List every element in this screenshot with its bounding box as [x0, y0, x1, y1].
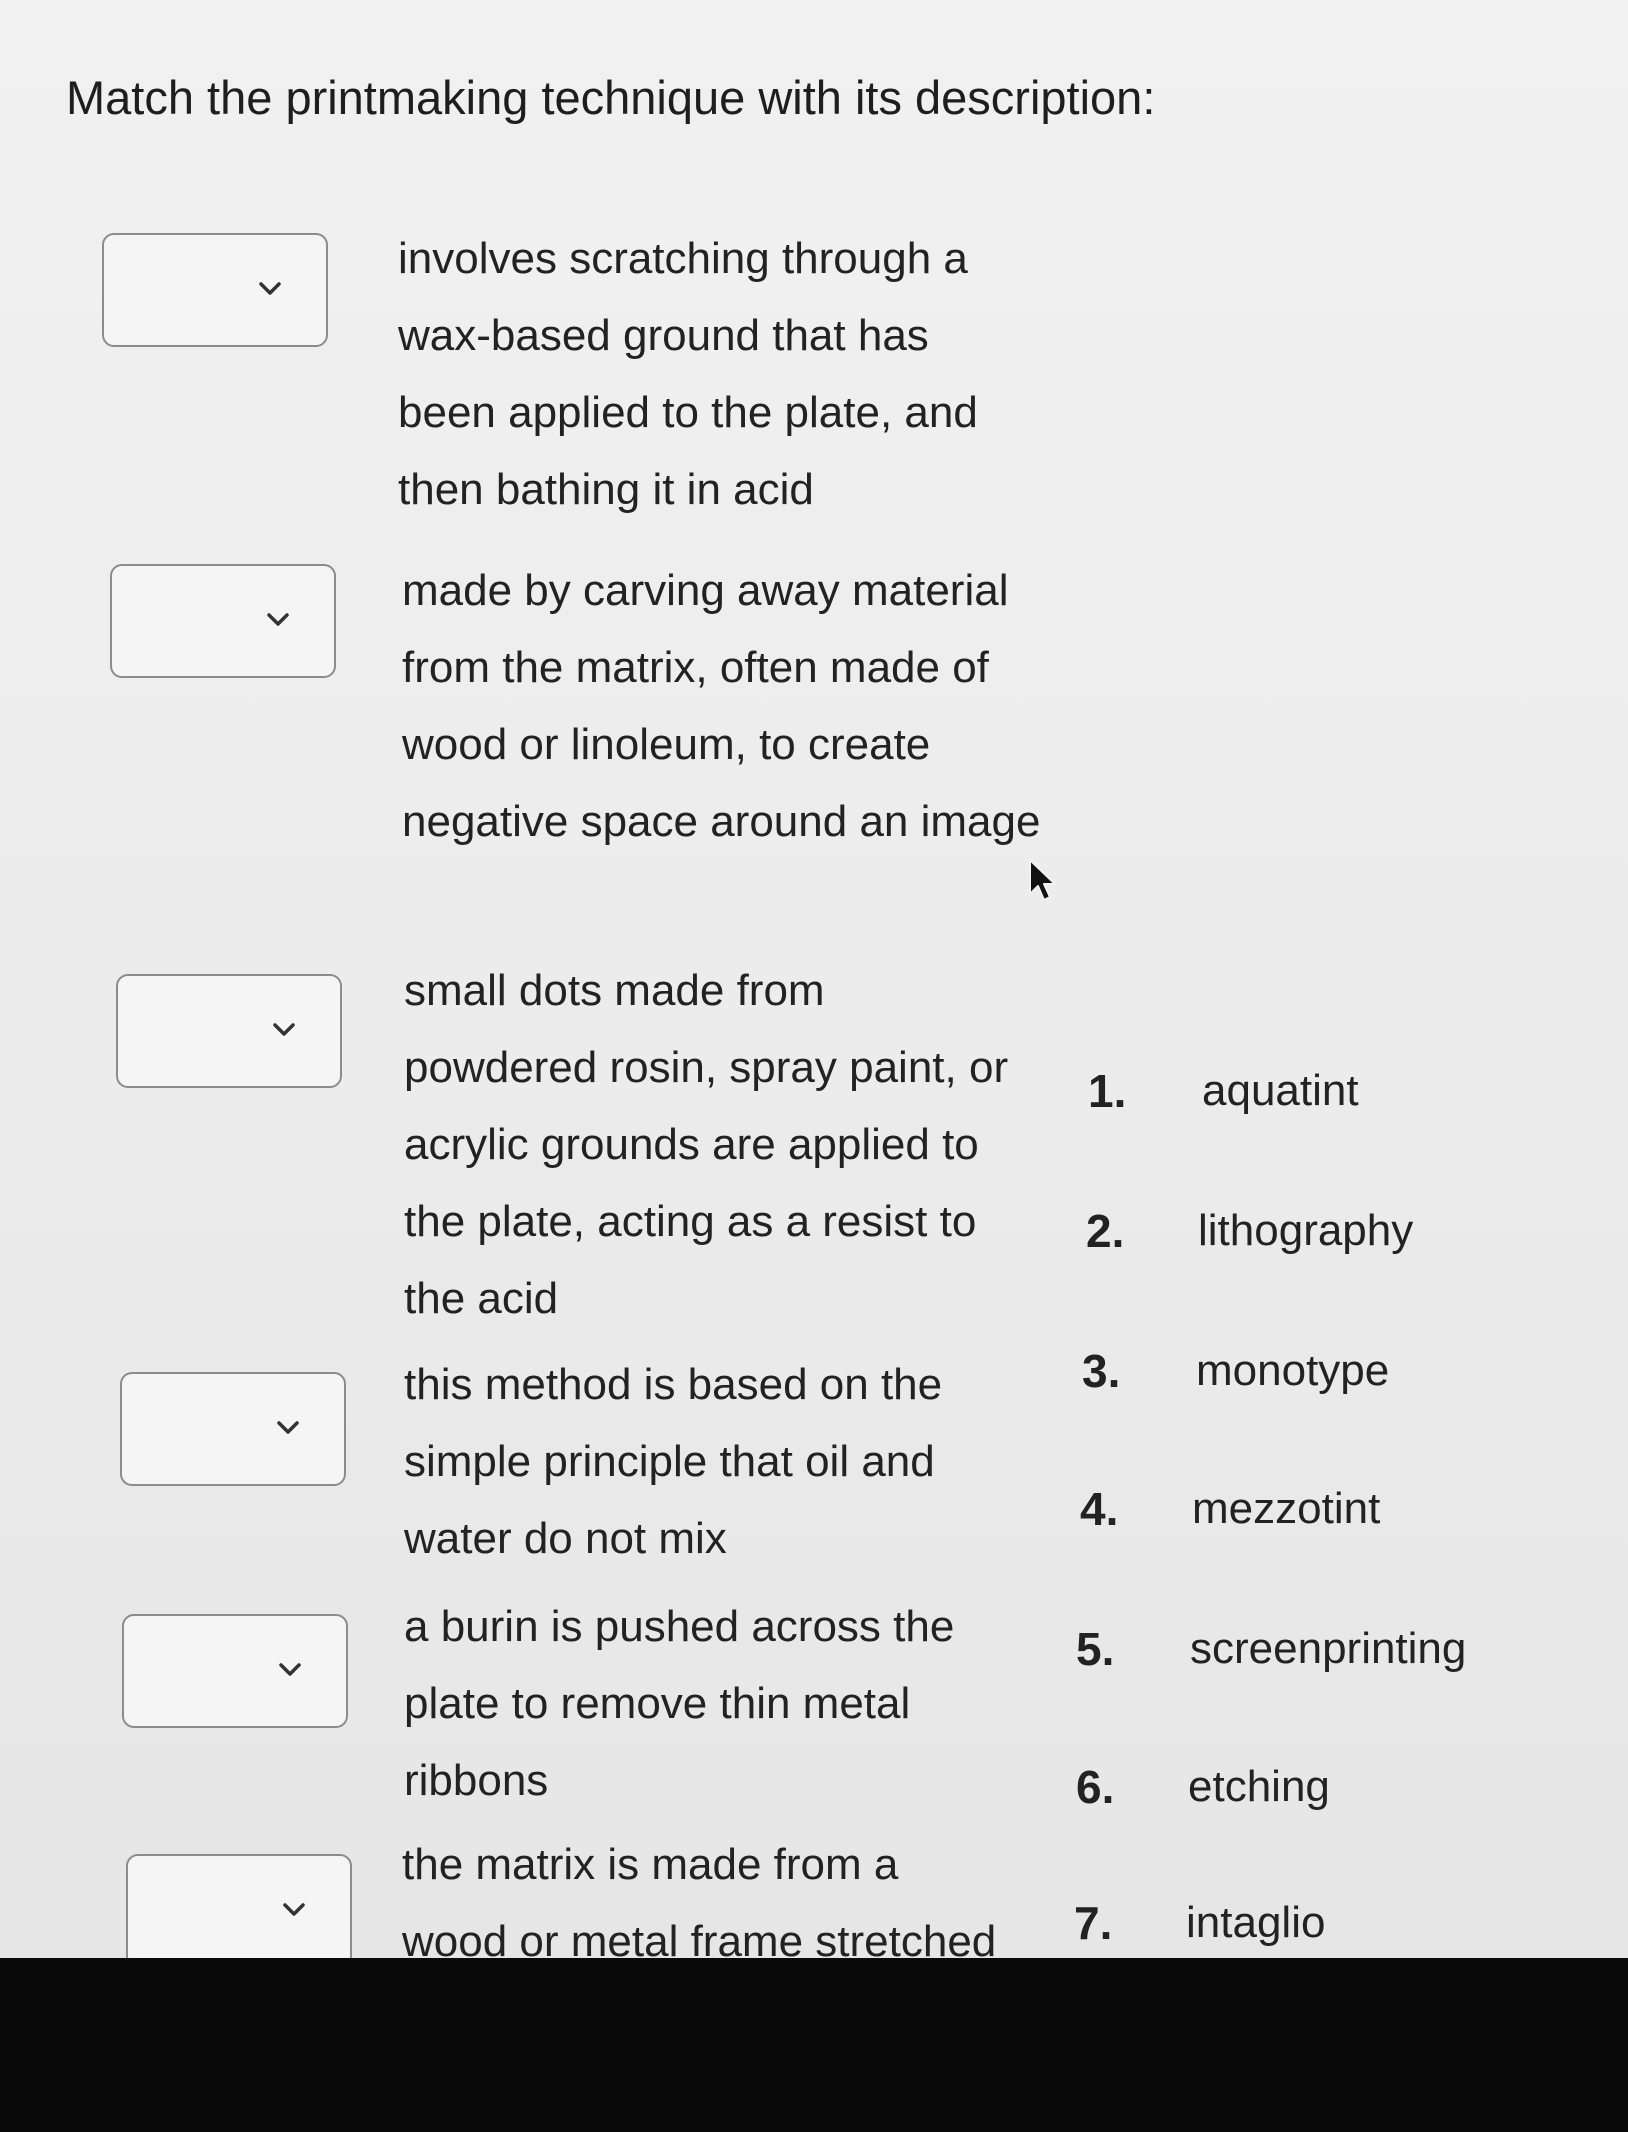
device-bezel [0, 1958, 1628, 2132]
match-select-2[interactable] [110, 564, 336, 678]
option-label-4: mezzotint [1192, 1484, 1381, 1533]
match-description-4: this method is based on the simple principle that oil and water do not mix [404, 1360, 943, 1563]
match-description-3: small dots made from powdered rosin, spray paint, or acrylic grounds are applied to the plate, acting as a resist to the acid [404, 966, 1009, 1323]
option-number-7: 7. [1074, 1897, 1113, 1949]
match-select-1[interactable] [102, 233, 328, 347]
match-description-6: the matrix is made from a wood or metal frame stretched [402, 1840, 997, 1958]
option-label-1: aquatint [1202, 1066, 1359, 1115]
question-prompt: Match the printmaking technique with its description: [66, 71, 1156, 124]
chevron-down-icon [274, 1414, 302, 1442]
option-label-6: etching [1188, 1762, 1330, 1811]
option-number-3: 3. [1082, 1345, 1121, 1397]
option-number-4: 4. [1080, 1483, 1119, 1535]
match-select-5[interactable] [122, 1614, 348, 1728]
match-select-6[interactable] [126, 1854, 352, 1958]
match-select-3[interactable] [116, 974, 342, 1088]
option-label-7: intaglio [1186, 1898, 1326, 1947]
chevron-down-icon [276, 1656, 304, 1684]
mouse-cursor-icon [1028, 858, 1058, 909]
option-label-5: screenprinting [1190, 1624, 1467, 1673]
option-number-5: 5. [1076, 1623, 1115, 1675]
chevron-down-icon [280, 1896, 308, 1924]
option-label-3: monotype [1196, 1346, 1390, 1395]
chevron-down-icon [270, 1016, 298, 1044]
match-description-5: a burin is pushed across the plate to remove thin metal ribbons [404, 1602, 955, 1805]
option-number-6: 6. [1076, 1761, 1115, 1813]
match-description-1: involves scratching through a wax-based ground that has been applied to the plate, and then bathing it in acid [398, 234, 978, 514]
chevron-down-icon [264, 606, 292, 634]
match-select-4[interactable] [120, 1372, 346, 1486]
option-label-2: lithography [1198, 1206, 1414, 1255]
chevron-down-icon [256, 275, 284, 303]
match-description-2: made by carving away material from the matrix, often made of wood or linoleum, to create negative space around an image [402, 566, 1041, 846]
option-number-2: 2. [1086, 1205, 1125, 1257]
option-number-1: 1. [1088, 1065, 1127, 1117]
